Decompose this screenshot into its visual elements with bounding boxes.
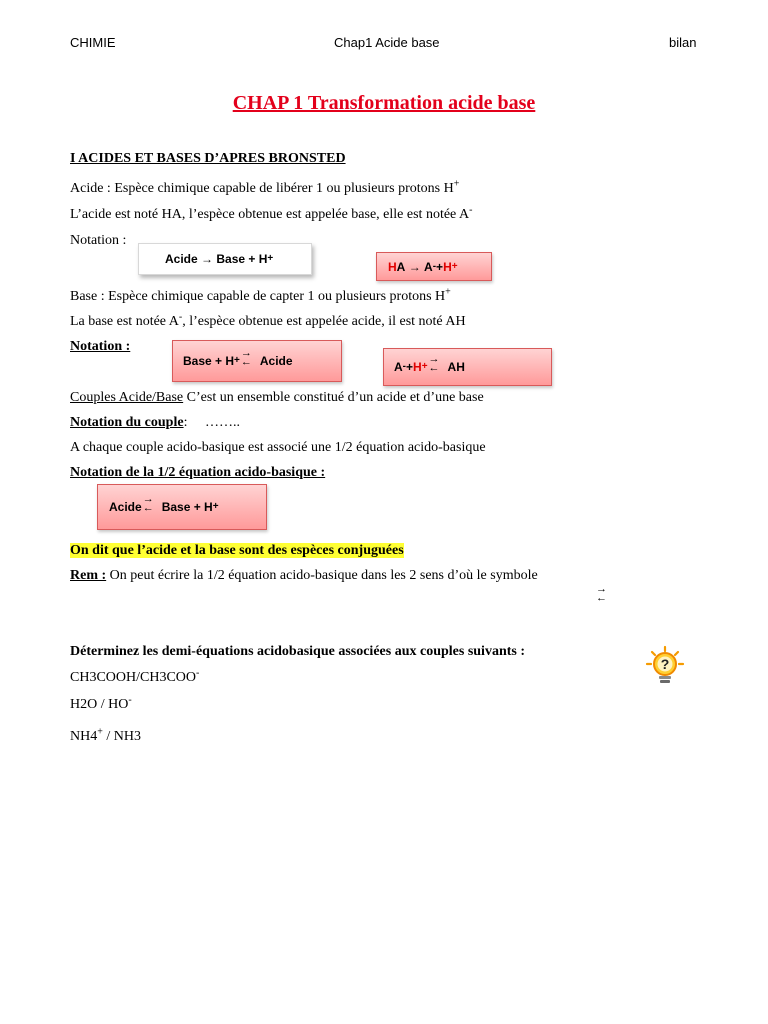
couples-definition: Couples Acide/Base C’est un ensemble constitué d’un acide et d’une base — [70, 390, 484, 405]
equation-box-base-formula: A - + H + → ← AH — [383, 348, 552, 386]
notation-label-2: Notation : — [70, 339, 131, 354]
exercise-prompt: Déterminez les demi-équations acidobasique associées aux couples suivants : — [70, 644, 525, 659]
couple-item: CH3COOH/CH3COO- — [70, 667, 200, 685]
equilibrium-arrow-icon: → ← — [240, 347, 252, 368]
half-equation-intro: A chaque couple acido-basique est associé une 1/2 équation acido-basique — [70, 440, 486, 455]
conjugate-statement: On dit que l’acide et la base sont des espèces conjuguées — [70, 543, 404, 558]
header-left: CHIMIE — [70, 35, 116, 50]
arrow-right-icon: → — [408, 259, 421, 274]
equilibrium-arrow-icon: → ← — [596, 583, 607, 604]
page-title: CHAP 1 Transformation acide base — [232, 92, 536, 114]
couple-item: NH4+ / NH3 — [70, 726, 141, 744]
notation-label: Notation : — [70, 233, 127, 248]
base-notation-text: La base est notée A-, l’espèce obtenue est appelée acide, il est noté AH — [70, 311, 466, 329]
header-right: bilan — [669, 35, 697, 50]
equilibrium-arrow-icon: → ← — [428, 353, 440, 374]
arrow-right-icon: → — [201, 252, 214, 266]
couple-notation: Notation du couple: …….. — [70, 415, 240, 430]
couple-item: H2O / HO- — [70, 694, 132, 712]
equilibrium-arrow-icon: → ← — [142, 493, 154, 514]
svg-text:?: ? — [660, 656, 670, 672]
remark: Rem : On peut écrire la 1/2 équation acido-basique dans les 2 sens d’où le symbole — [70, 568, 538, 583]
equation-box-acid-words: Acide → Base + H + — [138, 243, 312, 275]
equation-box-half-equation: Acide → ← Base + H + — [97, 484, 267, 530]
equation-box-base-words: Base + H + → ← Acide — [172, 340, 342, 382]
acid-notation-text: L’acide est noté HA, l’espèce obtenue est appelée base, elle est notée A- — [70, 204, 473, 222]
equation-box-acid-formula: H A → A - + H + — [376, 252, 492, 281]
question-lightbulb-icon — [644, 645, 686, 687]
base-definition: Base : Espèce chimique capable de capter 1 ou plusieurs protons H+ — [70, 286, 451, 304]
half-equation-notation-label: Notation de la 1/2 équation acido-basique : — [70, 465, 326, 480]
acid-definition: Acide : Espèce chimique capable de libérer 1 ou plusieurs protons H+ — [70, 178, 460, 196]
section-heading: I ACIDES ET BASES D’APRES BRONSTED — [70, 151, 346, 166]
header-center: Chap1 Acide base — [334, 35, 440, 50]
